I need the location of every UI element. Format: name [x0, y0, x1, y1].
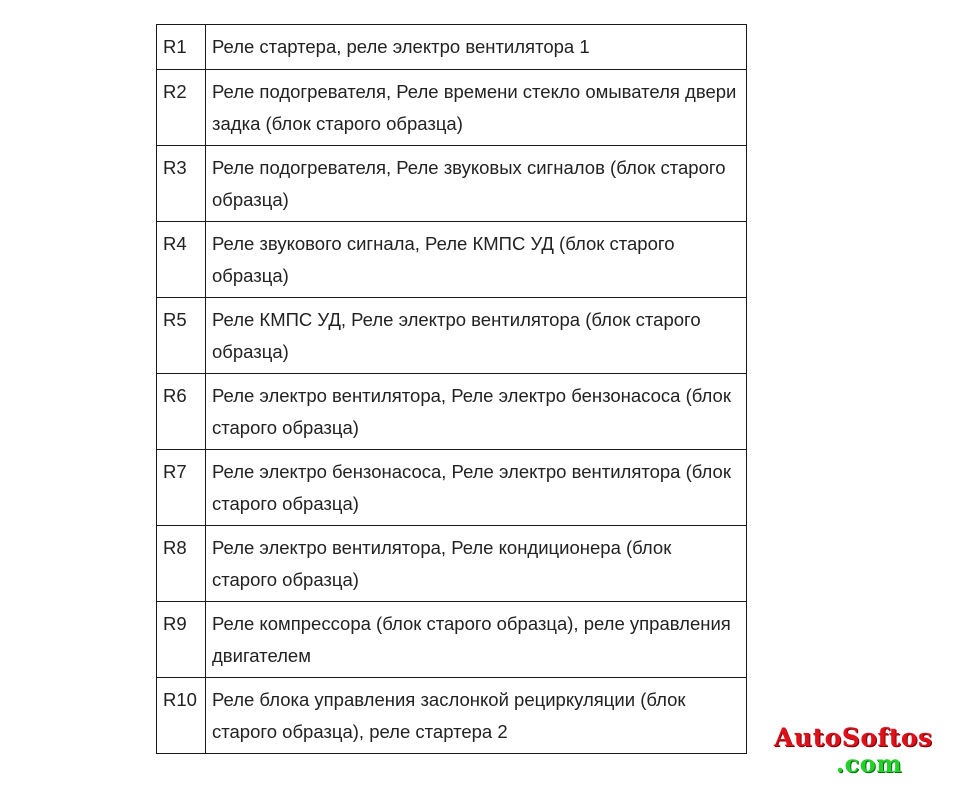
relay-code-cell: R8	[157, 526, 206, 602]
table-row	[157, 298, 747, 374]
site-watermark	[774, 724, 964, 778]
relay-code-cell: R9	[157, 602, 206, 678]
table-row	[157, 374, 747, 450]
relay-description-cell: Реле подогревателя, Реле времени стекло омывателя двери задка (блок старого образца)	[206, 70, 747, 146]
relay-code-cell: R3	[157, 146, 206, 222]
table-row	[157, 526, 747, 602]
watermark-domain: .com	[835, 749, 903, 778]
table-row	[157, 222, 747, 298]
table-row	[157, 602, 747, 678]
relay-description-cell: Реле стартера, реле электро вентилятора 1	[206, 25, 747, 70]
relay-description-cell: Реле звукового сигнала, Реле КМПС УД (блок старого образца)	[206, 222, 747, 298]
relay-code-cell: R1	[157, 25, 206, 70]
relay-description-cell: Реле электро вентилятора, Реле электро бензонасоса (блок старого образца)	[206, 374, 747, 450]
relay-description-cell: Реле блока управления заслонкой рециркуляции (блок старого образца), реле стартера 2	[206, 678, 747, 754]
relay-code-cell: R6	[157, 374, 206, 450]
table-row	[157, 450, 747, 526]
watermark-brand: AutoSoftos	[774, 723, 933, 752]
table-row	[157, 70, 747, 146]
relay-description-cell: Реле электро бензонасоса, Реле электро вентилятора (блок старого образца)	[206, 450, 747, 526]
relay-description-cell: Реле подогревателя, Реле звуковых сигналов (блок старого образца)	[206, 146, 747, 222]
relay-code-cell: R5	[157, 298, 206, 374]
relay-description-cell: Реле электро вентилятора, Реле кондиционера (блок старого образца)	[206, 526, 747, 602]
relay-table	[156, 24, 747, 754]
table-row	[157, 25, 747, 70]
relay-code-cell: R4	[157, 222, 206, 298]
table-row	[157, 678, 747, 754]
relay-description-cell: Реле КМПС УД, Реле электро вентилятора (блок старого образца)	[206, 298, 747, 374]
relay-code-cell: R2	[157, 70, 206, 146]
relay-code-cell: R7	[157, 450, 206, 526]
relay-code-cell: R10	[157, 678, 206, 754]
table-row	[157, 146, 747, 222]
relay-description-cell: Реле компрессора (блок старого образца), реле управления двигателем	[206, 602, 747, 678]
